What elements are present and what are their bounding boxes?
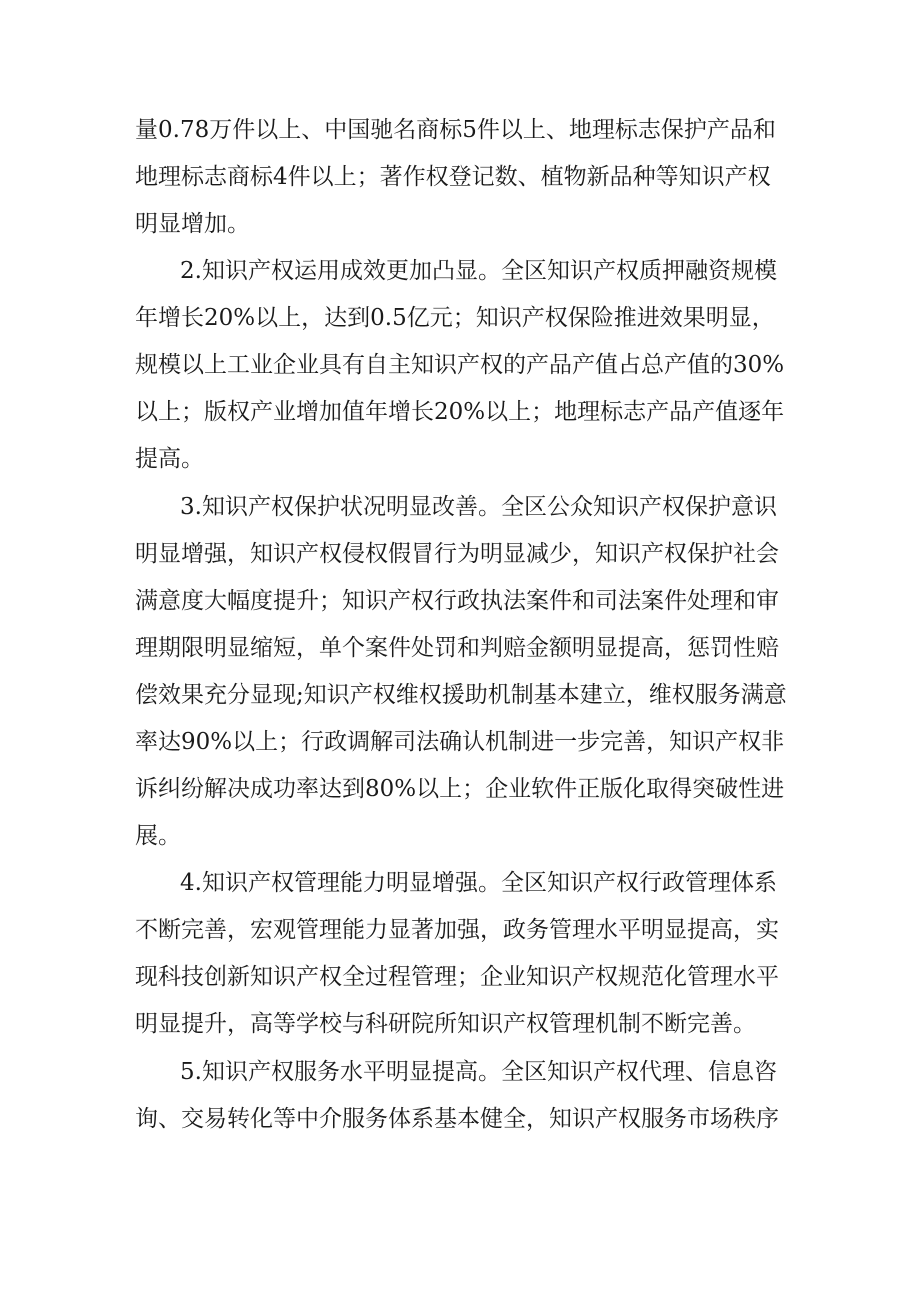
text-line: 展。 — [135, 823, 181, 849]
text-line: 诉纠纷解决成功率达到80%以上；企业软件正版化取得突破性进 — [135, 776, 785, 802]
text-line: 地理标志商标4件以上；著作权登记数、植物新品种等知识产权 — [135, 164, 771, 190]
text-line: 提高。 — [135, 446, 204, 472]
text-line: 量0.78万件以上、中国驰名商标5件以上、地理标志保护产品和 — [135, 117, 776, 143]
text-line: 明显增加。 — [135, 211, 250, 237]
text-line: 2.知识产权运用成效更加凸显。全区知识产权质押融资规模 — [180, 258, 777, 284]
text-line: 满意度大幅度提升；知识产权行政执法案件和司法案件处理和审 — [135, 588, 779, 614]
text-line: 率达90%以上；行政调解司法确认机制进一步完善，知识产权非 — [135, 729, 785, 755]
text-line: 偿效果充分显现;知识产权维权援助机制基本建立，维权服务满意 — [135, 682, 787, 708]
text-line: 明显增强，知识产权侵权假冒行为明显减少，知识产权保护社会 — [135, 541, 779, 567]
text-line: 不断完善，宏观管理能力显著加强，政务管理水平明显提高，实 — [135, 917, 779, 943]
text-line: 理期限明显缩短，单个案件处罚和判赔金额明显提高，惩罚性赔 — [135, 635, 779, 661]
text-line: 以上；版权产业增加值年增长20%以上；地理标志产品产值逐年 — [135, 399, 785, 425]
text-line: 规模以上工业企业具有自主知识产权的产品产值占总产值的30% — [135, 352, 785, 378]
text-line: 3.知识产权保护状况明显改善。全区公众知识产权保护意识 — [180, 494, 777, 520]
text-line: 询、交易转化等中介服务体系基本健全，知识产权服务市场秩序 — [135, 1106, 779, 1132]
text-line: 4.知识产权管理能力明显增强。全区知识产权行政管理体系 — [180, 870, 777, 896]
text-line: 现科技创新知识产权全过程管理；企业知识产权规范化管理水平 — [135, 964, 779, 990]
text-line: 年增长20%以上，达到0.5亿元；知识产权保险推进效果明显， — [135, 305, 775, 331]
text-line: 明显提升，高等学校与科研院所知识产权管理机制不断完善。 — [135, 1011, 756, 1037]
text-line: 5.知识产权服务水平明显提高。全区知识产权代理、信息咨 — [180, 1059, 777, 1085]
